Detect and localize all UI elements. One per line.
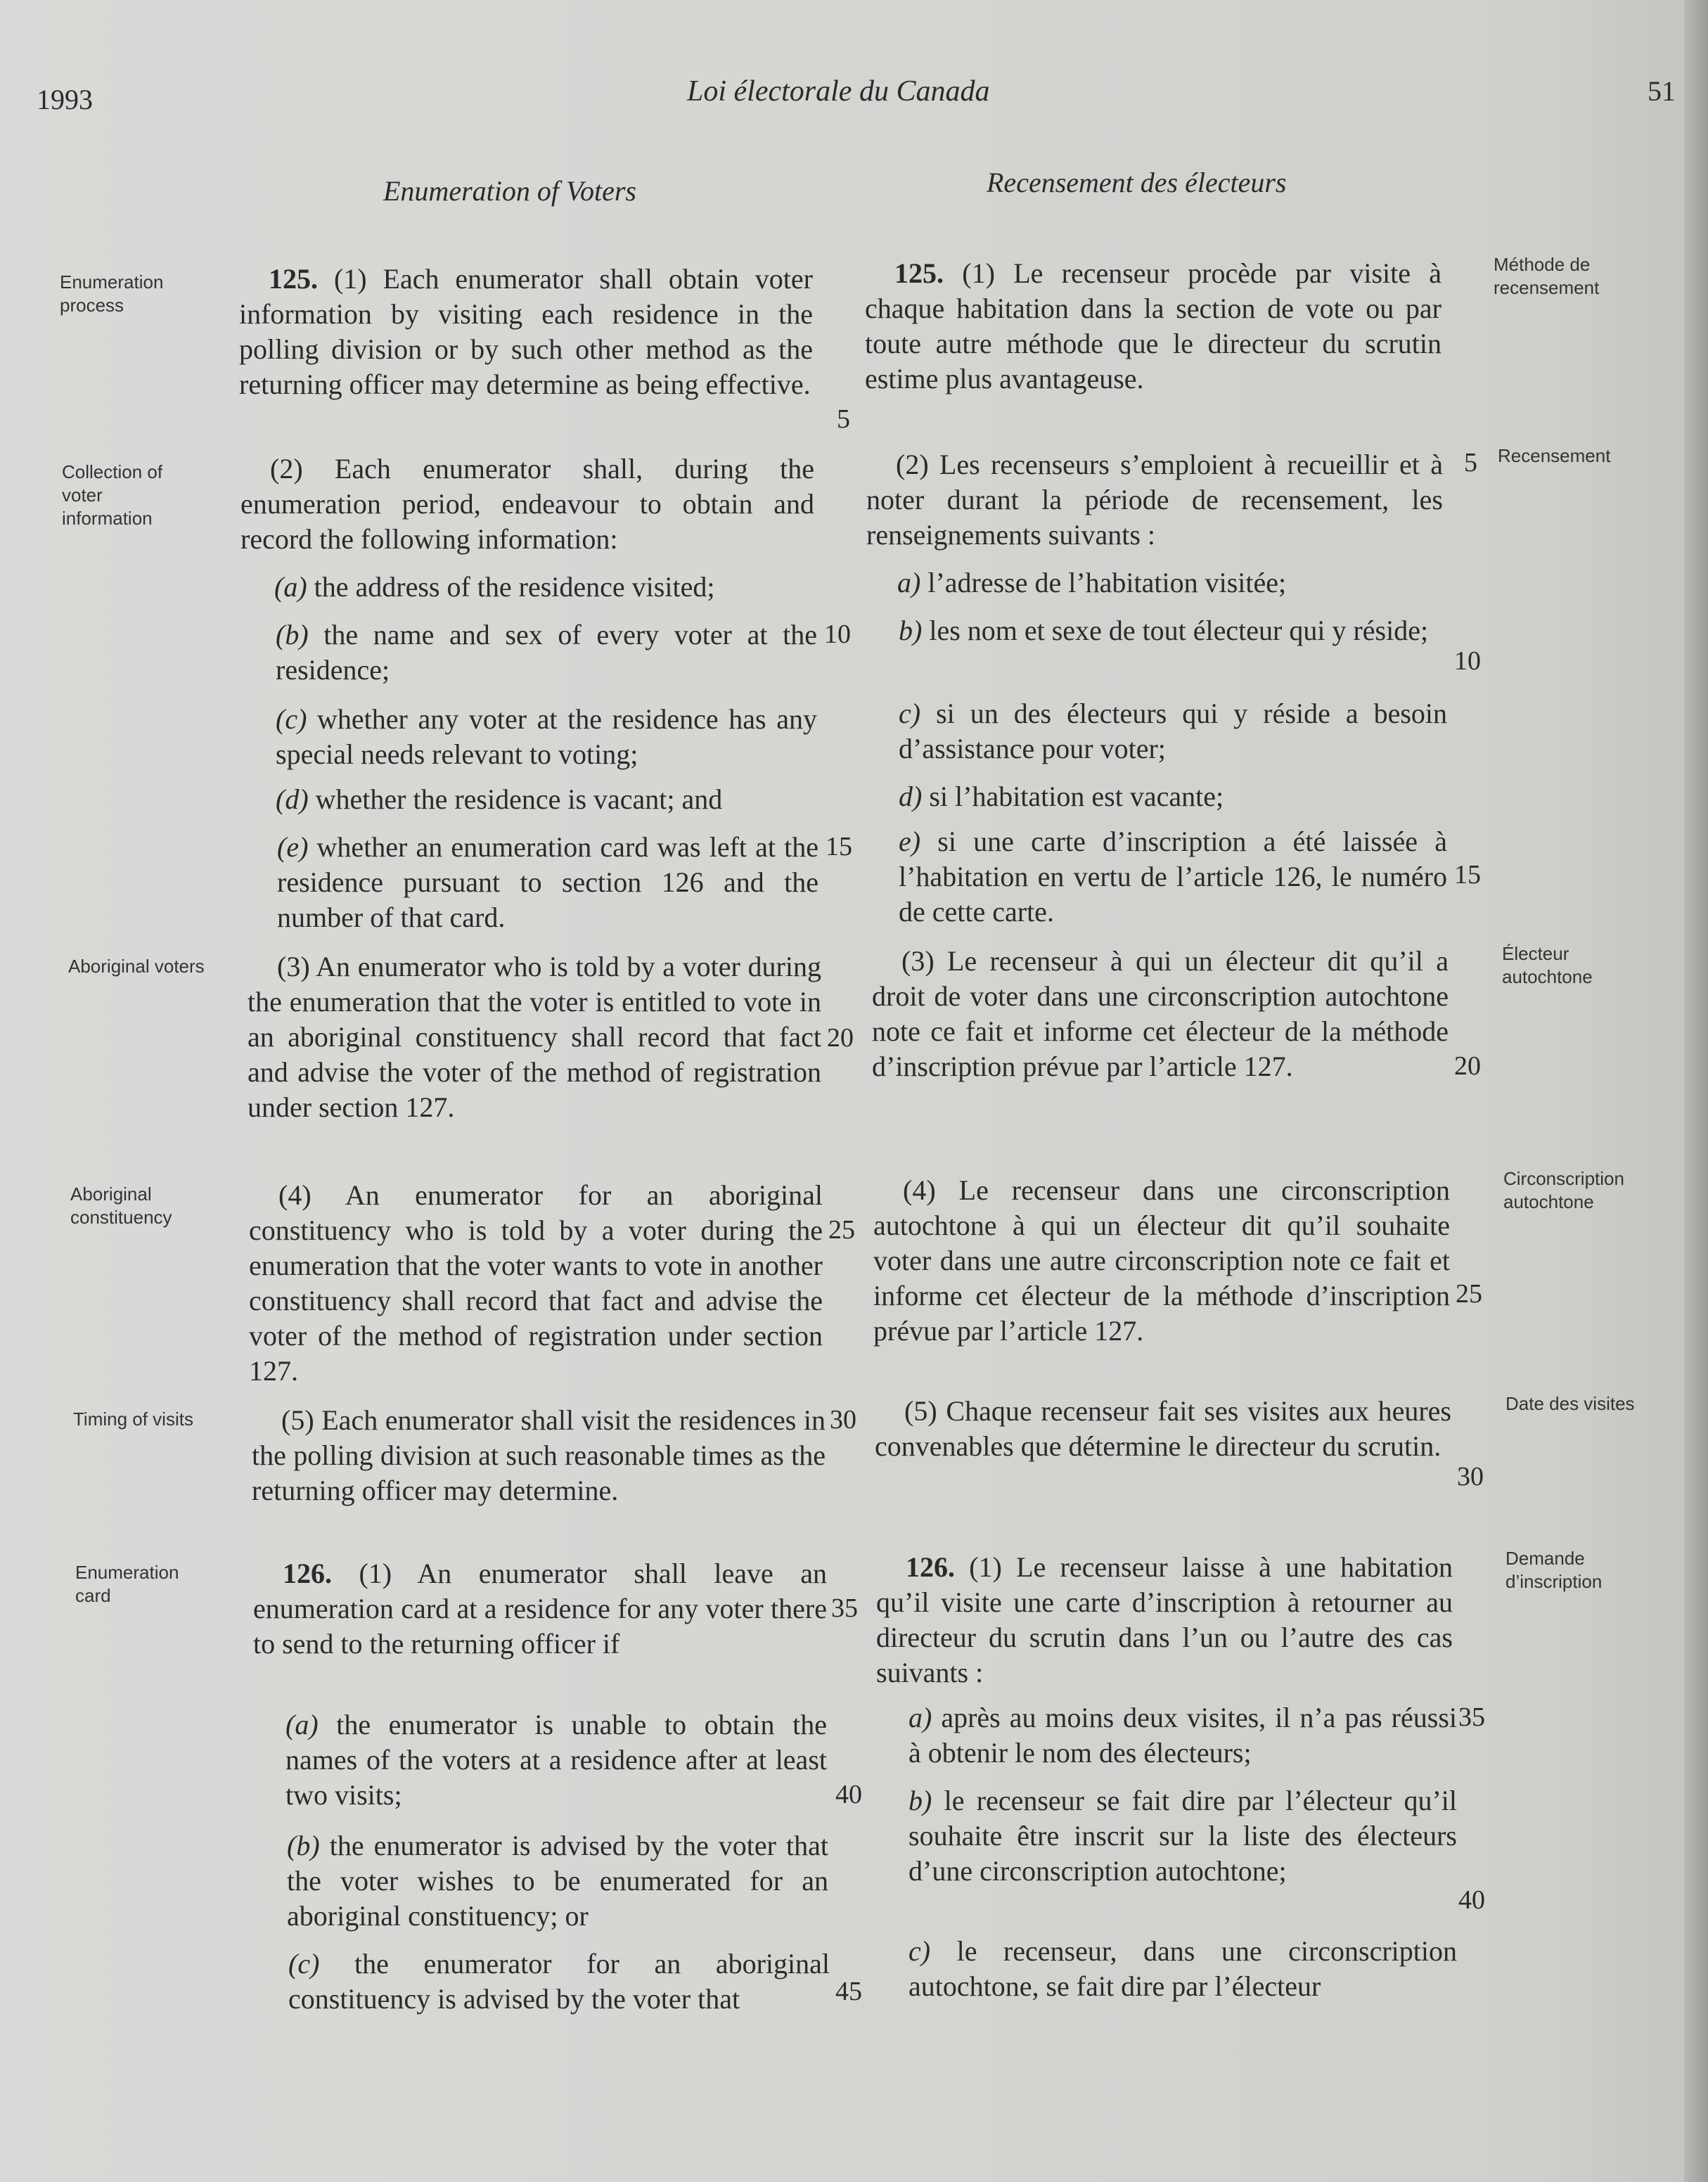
fr-s126-1-text: (1) Le recenseur laisse à une habitation qu’il visite une carte d’inscription à retourner au directeur du scrutin dans l’un ou l’autre des cas suivants :	[876, 1551, 1453, 1688]
fr-s125-2-b-label: b)	[899, 615, 923, 646]
fr-s125-2-d	[899, 779, 1447, 814]
margin-note-enumeration-process: Enumeration process	[60, 271, 164, 316]
en-line-number: 25	[828, 1215, 855, 1245]
en-line-number: 35	[831, 1593, 858, 1623]
fr-s126-1-a-label: a)	[908, 1702, 932, 1733]
en-s125-num: 125.	[269, 263, 318, 295]
fr-s125-2-c-text: si un des électeurs qui y réside a besoin d’assistance pour voter;	[899, 698, 1448, 764]
en-line-number: 45	[835, 1977, 862, 2006]
running-title: Loi électorale du Canada	[687, 75, 990, 108]
margin-note-electeur-autochtone: Électeur autochtone	[1502, 943, 1593, 987]
fr-s126-1-a	[908, 1700, 1457, 1771]
fr-s125-2-e	[899, 824, 1447, 930]
section-title-en: Enumeration of Voters	[383, 175, 636, 207]
fr-s126-1-c-label: c)	[908, 1935, 931, 1967]
fr-s125-2-d-label: d)	[899, 781, 923, 812]
fr-line-number: 10	[1454, 646, 1481, 676]
en-s125-2: (2) Each enumerator shall, during the enumeration period, endeavour to obtain and record the following information:	[240, 453, 814, 555]
en-s126-1-b	[287, 1828, 828, 1934]
fr-s125-num: 125.	[894, 257, 944, 289]
en-s125-2-b-text: the name and sex of every voter at the residence;	[276, 619, 817, 686]
en-s125-2-e	[277, 830, 818, 935]
fr-s125-2-b	[899, 613, 1447, 648]
fr-s126-1-b-text: le recenseur se fait dire par l’électeur qu’il souhaite être inscrit sur la liste des électeurs d’une circonscription autochtone;	[908, 1785, 1458, 1887]
en-line-number: 30	[830, 1405, 856, 1435]
en-s125-2-d-text: whether the residence is vacant; and	[315, 783, 723, 815]
fr-s126-1-c-text: le recenseur, dans une circonscription autochtone, se fait dire par l’électeur	[908, 1935, 1458, 2002]
en-s125-2-d-label: (d)	[276, 783, 309, 815]
margin-note-date-des-visites: Date des visites	[1505, 1393, 1635, 1414]
fr-s126-1-c	[908, 1934, 1457, 2004]
fr-line-number: 5	[1464, 448, 1477, 477]
fr-s125-2-b-text: les nom et sexe de tout électeur qui y réside;	[929, 615, 1429, 646]
fr-s125-2-a	[897, 565, 1446, 601]
fr-s125-1-text: (1) Le recenseur procède par visite à chaque habitation dans la section de vote ou par toute autre méthode que le directeur du scrutin estime plus avantageuse.	[865, 257, 1442, 394]
fr-line-number: 15	[1454, 860, 1481, 890]
fr-s125-2-e-text: si une carte d’inscription a été laissée à l’habitation en vertu de l’article 126, le numéro de cette carte.	[899, 826, 1447, 928]
en-s125-2-b-label: (b)	[276, 619, 309, 650]
en-s126-1-c-label: (c)	[288, 1948, 320, 1979]
margin-note-demande-inscription: Demande d’inscription	[1505, 1548, 1603, 1592]
en-s125-2-a	[274, 570, 823, 605]
page-edge	[1684, 0, 1708, 2182]
fr-s125-2: (2) Les recenseurs s’emploient à recueillir et à noter durant la période de recensement, les renseignements suivants :	[866, 449, 1443, 551]
en-s125-1	[239, 262, 813, 402]
en-s125-1-text: (1) Each enumerator shall obtain voter information by visiting each residence in the polling division or by such other method as the returning officer may determine as being effective.	[239, 263, 813, 400]
page-number: 51	[1648, 75, 1676, 107]
en-line-number: 10	[824, 620, 851, 649]
fr-s126-num: 126.	[906, 1551, 955, 1583]
fr-line-number: 25	[1456, 1279, 1482, 1309]
margin-note-recensement: Recensement	[1498, 445, 1611, 466]
section-title-fr: Recensement des électeurs	[987, 167, 1287, 198]
fr-line-number: 30	[1457, 1462, 1484, 1491]
margin-note-timing-of-visits: Timing of visits	[73, 1408, 193, 1430]
fr-s125-1	[865, 256, 1441, 397]
en-s126-1-text: (1) An enumerator shall leave an enumeration card at a residence for any voter there to send to the returning officer if	[253, 1558, 828, 1660]
en-s125-2-e-text: whether an enumeration card was left at the residence pursuant to section 126 and the number of that card.	[277, 831, 819, 933]
fr-s126-1-b	[908, 1783, 1457, 1889]
margin-note-aboriginal-constituency: Aboriginal constituency	[70, 1183, 172, 1228]
en-s126-1-c	[288, 1946, 830, 2017]
en-s125-2-a-text: the address of the residence visited;	[314, 571, 715, 603]
fr-line-number: 35	[1458, 1702, 1485, 1732]
en-s126-1-a	[285, 1707, 827, 1813]
fr-line-number: 20	[1454, 1051, 1481, 1081]
en-s125-3: (3) An enumerator who is told by a voter during the enumeration that the voter is entitled to vote in an aboriginal constituency shall record that fact and advise the voter of the method of registration under section 127.	[248, 951, 821, 1123]
margin-note-aboriginal-voters: Aboriginal voters	[68, 956, 205, 977]
fr-s125-5: (5) Chaque recenseur fait ses visites aux heures convenables que détermine le directeur du scrutin.	[875, 1395, 1451, 1462]
en-s125-2-b	[276, 617, 817, 688]
fr-s126-1-a-text: après au moins deux visites, il n’a pas réussi à obtenir le nom des électeurs;	[908, 1702, 1457, 1769]
en-s125-2-c-label: (c)	[276, 703, 307, 735]
fr-s125-2-c-label: c)	[899, 698, 921, 729]
en-s125-5: (5) Each enumerator shall visit the residences in the polling division at such reasonable times as the returning officer may determine.	[252, 1404, 826, 1506]
en-line-number: 40	[835, 1780, 862, 1809]
fr-s125-2-c	[899, 696, 1447, 766]
en-s126-1-c-text: the enumerator for an aboriginal constituency is advised by the voter that	[288, 1948, 830, 2015]
year: 1993	[37, 84, 93, 115]
en-s125-2-c	[276, 702, 817, 772]
en-line-number: 20	[827, 1023, 854, 1053]
fr-s126-1	[876, 1550, 1453, 1690]
fr-s125-2-e-label: e)	[899, 826, 921, 857]
margin-note-circonscription-autochtone: Circonscription autochtone	[1503, 1168, 1624, 1212]
en-s126-1	[253, 1556, 827, 1662]
fr-s125-2-a-label: a)	[897, 567, 921, 598]
margin-note-collection-voter-info: Collection of voter information	[62, 461, 163, 529]
margin-note-methode-recensement: Méthode de recensement	[1494, 254, 1600, 298]
en-line-number: 15	[826, 832, 852, 861]
en-s126-1-b-label: (b)	[287, 1830, 320, 1861]
fr-s125-3: (3) Le recenseur à qui un électeur dit qu’il a droit de voter dans une circonscription autochtone note ce fait et informe cet électeur de la méthode d’inscription prévue par l’article 127.	[872, 945, 1449, 1082]
margin-note-enumeration-card: Enumeration card	[75, 1562, 179, 1606]
fr-s125-2-a-text: l’adresse de l’habitation visitée;	[927, 567, 1287, 598]
fr-s125-2-d-text: si l’habitation est vacante;	[929, 781, 1224, 812]
en-s126-num: 126.	[283, 1558, 332, 1589]
en-s126-1-a-label: (a)	[285, 1709, 319, 1740]
fr-line-number: 40	[1458, 1885, 1485, 1915]
en-s125-4: (4) An enumerator for an aboriginal constituency who is told by a voter during the enumeration that the voter wants to vote in another constituency shall record that fact and advise the voter of the method of registration under section 127.	[249, 1179, 823, 1387]
fr-s125-4: (4) Le recenseur dans une circonscription autochtone à qui un électeur dit qu’il souhaite voter dans une autre circonscription note ce fait et informe cet électeur de la méthode d’inscription prévue par l’article 127.	[873, 1174, 1450, 1347]
en-s126-1-a-text: the enumerator is unable to obtain the names of the voters at a residence after at least two visits;	[285, 1709, 828, 1811]
en-s125-2-c-text: whether any voter at the residence has any special needs relevant to voting;	[276, 703, 817, 770]
en-line-number: 5	[837, 404, 850, 434]
en-s125-2-a-label: (a)	[274, 571, 307, 603]
en-s125-2-d	[276, 782, 817, 817]
en-s125-2-e-label: (e)	[277, 831, 309, 863]
en-s126-1-b-text: the enumerator is advised by the voter that the voter wishes to be enumerated for an aboriginal constituency; or	[287, 1830, 828, 1932]
fr-s126-1-b-label: b)	[908, 1785, 932, 1816]
